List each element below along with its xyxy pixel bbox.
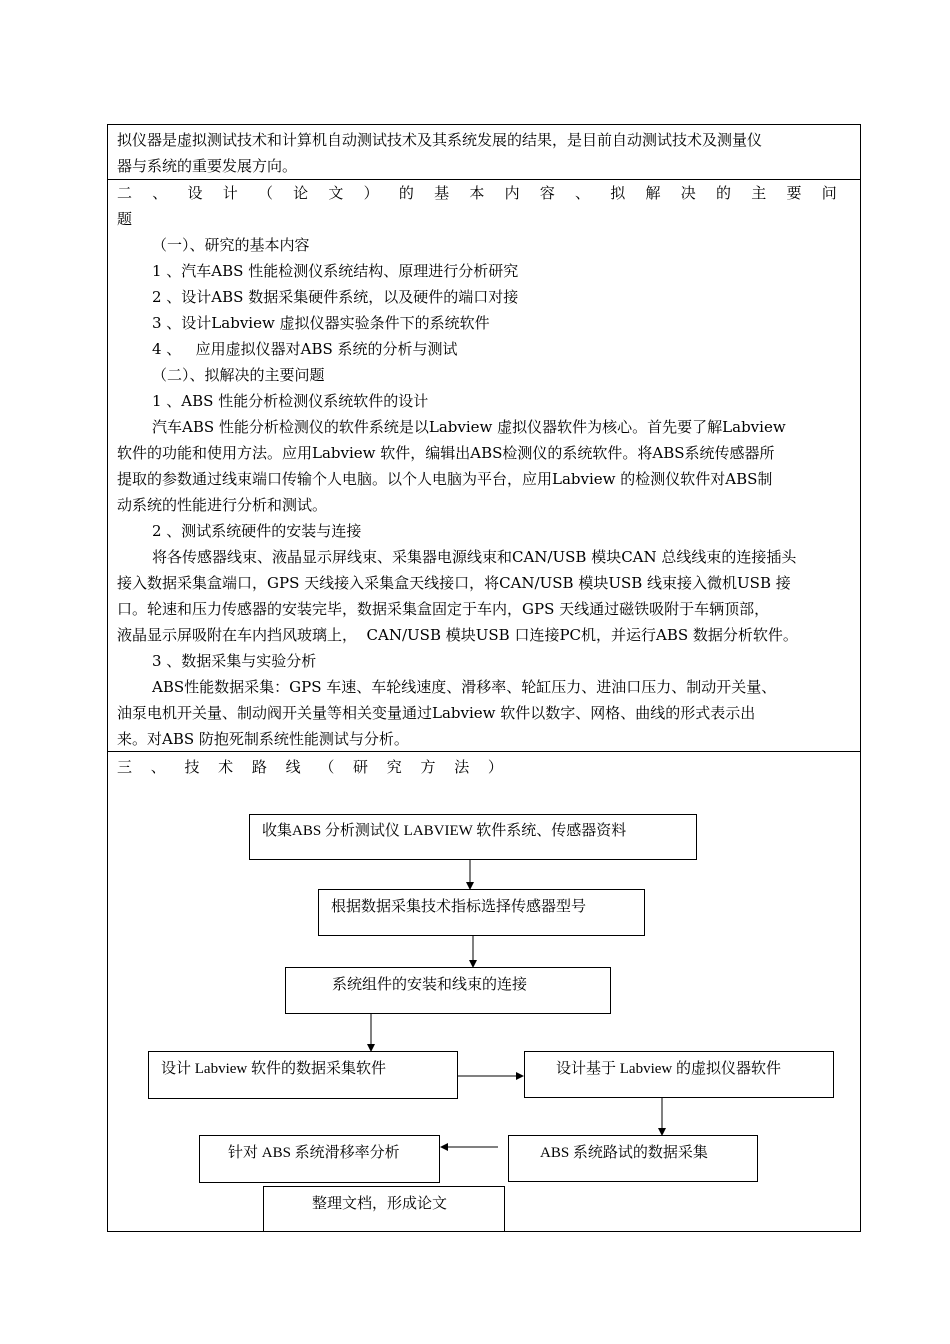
list-item: 3 、设计Labview 虚拟仪器实验条件下的系统软件 [152,314,490,332]
flow-step-collect-materials: 收集ABS 分析测试仪 LABVIEW 软件系统、传感器资料 [249,814,697,860]
paragraph-line: 动系统的性能进行分析和测试。 [117,496,328,514]
flow-step-write-thesis: 整理文档，形成论文 [263,1186,505,1232]
paragraph-line: ABS性能数据采集：GPS 车速、车轮线速度、滑移率、轮缸压力、进油口压力、制动开关量、 [152,678,777,696]
flow-step-install-components: 系统组件的安装和线束的连接 [285,967,611,1014]
list-item: 4 、 应用虚拟仪器对ABS 系统的分析与测试 [152,340,458,358]
section3-heading: 三 、 技 术 路 线 （ 研 究 方 法 ） [117,758,503,776]
flow-step-daq-software: 设计 Labview 软件的数据采集软件 [148,1051,458,1099]
section2-heading: 二 、 设 计 （ 论 文 ） 的 基 本 内 容 、 拟 解 决 的 主 要 问 [117,184,837,202]
paragraph-line: 接入数据采集盒端口，GPS 天线接入采集盒天线接口，将CAN/USB 模块USB 线束接入微机USB 接 [117,574,791,592]
paragraph-line: 将各传感器线束、液晶显示屏线束、采集器电源线束和CAN/USB 模块CAN 总线线束的连接插头 [152,548,797,566]
list-item: 2 、设计ABS 数据采集硬件系统，以及硬件的端口对接 [152,288,519,306]
paragraph-line: 油泵电机开关量、制动阀开关量等相关变量通过Labview 软件以数字、网格、曲线的形式表示出 [117,704,756,722]
subheading-research-content: （一）、研究的基本内容 [152,236,310,254]
paragraph-line: 提取的参数通过线束端口传输个人电脑。以个人电脑为平台，应用Labview 的检测仪软件对ABS制 [117,470,773,488]
subheading-main-problems: （二）、拟解决的主要问题 [152,366,325,384]
problem-heading: 3 、数据采集与实验分析 [152,652,317,670]
problem-heading: 1 、ABS 性能分析检测仪系统软件的设计 [152,392,429,410]
paragraph-line: 软件的功能和使用方法。应用Labview 软件，编辑出ABS检测仪的系统软件。将ABS系统传感器所 [117,444,775,462]
flow-step-road-test-data: ABS 系统路试的数据采集 [508,1135,758,1182]
paragraph-line: 来。对ABS 防抱死制系统性能测试与分析。 [117,730,409,748]
intro-line-2: 器与系统的重要发展方向。 [117,157,298,175]
paragraph-line: 汽车ABS 性能分析检测仪的软件系统是以Labview 虚拟仪器软件为核心。首先要了解Labview [152,418,786,436]
problem-heading: 2 、测试系统硬件的安装与连接 [152,522,362,540]
section2-heading-tail: 题 [117,210,133,228]
paragraph-line: 口。轮速和压力传感器的安装完毕，数据采集盒固定于车内，GPS 天线通过磁铁吸附于车辆顶部， [117,600,770,618]
flow-step-virtual-instrument-software: 设计基于 Labview 的虚拟仪器软件 [524,1051,834,1098]
paragraph-line: 液晶显示屏吸附在车内挡风玻璃上， CAN/USB 模块USB 口连接PC机，并运行ABS 数据分析软件。 [117,626,798,644]
intro-line-1: 拟仪器是虚拟测试技术和计算机自动测试技术及其系统发展的结果，是目前自动测试技术及测量仪 [117,131,763,149]
list-item: 1 、汽车ABS 性能检测仪系统结构、原理进行分析研究 [152,262,519,280]
flow-step-select-sensors: 根据数据采集技术指标选择传感器型号 [318,889,645,936]
flow-step-slip-rate-analysis: 针对 ABS 系统滑移率分析 [199,1135,440,1183]
